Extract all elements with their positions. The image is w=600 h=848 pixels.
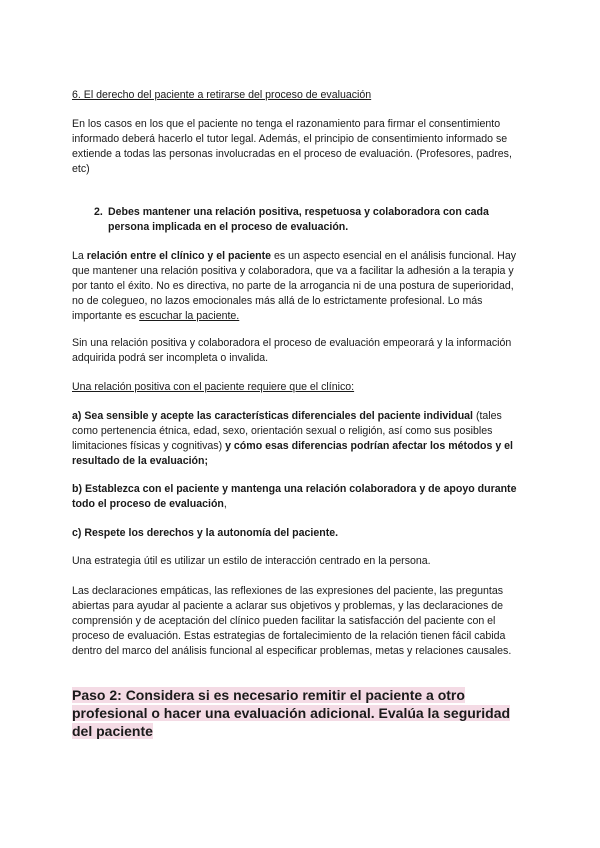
list-item-number: 2. (94, 206, 103, 218)
relation-lead: La (72, 250, 87, 262)
step-2-heading-text: Paso 2: Considera si es necesario remitir el paciente a otro profesional o hacer una evaluación adicional. Evalúa la seguridad del paciente (72, 687, 511, 739)
relation-rest: es un aspecto esencial en el análisis funcional. Hay que mantener una relación positiva y colaboradora, que va a facilitar la adhesión a la terapia y por tanto el éxito. No es directiva, no parte de la arrogancia ni de una postura de superioridad, no de colegueo, no lazos emocionales más allá de lo estrictamente profesional. Lo más importante es (72, 250, 517, 322)
requirement-c: c) Respete los derechos y la autonomía del paciente. (72, 527, 339, 539)
requirement-b (72, 482, 528, 512)
requirement-a-bold-1: a) Sea sensible y acepte las características diferenciales del paciente individual (72, 410, 473, 422)
requirement-a-bold-2: y cómo esas diferencias podrían afectar los métodos y el resultado de la evaluación; (72, 440, 513, 467)
step-2-heading (72, 686, 532, 740)
list-item-2-text: Debes mantener una relación positiva, respetuosa y colaboradora con cada persona implicada en el proceso de evaluación. (108, 206, 489, 233)
consent-paragraph: En los casos en los que el paciente no tenga el razonamiento para firmar el consentimiento informado deberá hacerlo el tutor legal. Además, el principio de consentimiento informado se extiende a todas las personas involucradas en el proceso de evaluación. (Profesores, padres, etc) (72, 118, 512, 175)
requirements-heading: Una relación positiva con el paciente requiere que el clínico: (72, 381, 355, 393)
relation-paragraph (72, 249, 528, 324)
relation-bold: relación entre el clínico y el paciente (86, 250, 272, 262)
relation-underlined: escuchar la paciente. (139, 310, 240, 322)
requirement-b-bold: b) Establezca con el paciente y mantenga una relación colaboradora y de apoyo durante todo el proceso de evaluación (72, 483, 517, 510)
warning-paragraph: Sin una relación positiva y colaboradora el proceso de evaluación empeorará y la información adquirida podrá ser incompleta o invalida. (72, 337, 512, 364)
strategy-paragraph: Una estrategia útil es utilizar un estilo de interacción centrado en la persona. (72, 555, 431, 567)
requirement-a-normal: (tales como pertenencia étnica, edad, sexo, orientación sexual o religión, así como sus posibles limitaciones físicas y cognitivas) (72, 410, 502, 452)
empathic-paragraph: Las declaraciones empáticas, las reflexiones de las expresiones del paciente, las preguntas abiertas para ayudar al paciente a aclarar sus objetivos y problemas, y las declaraciones de comprensión y de aceptación del clínico pueden facilitar la satisfacción del paciente con el proceso de evaluación. Estas estrategias de fortalecimiento de la relación tienen fácil cabida dentro del marco del análisis funcional al especificar problemas, metas y relaciones causales. (72, 585, 512, 657)
section-6-title: 6. El derecho del paciente a retirarse del proceso de evaluación (72, 89, 372, 101)
requirement-a (72, 409, 528, 469)
requirement-b-tail: , (223, 498, 227, 510)
